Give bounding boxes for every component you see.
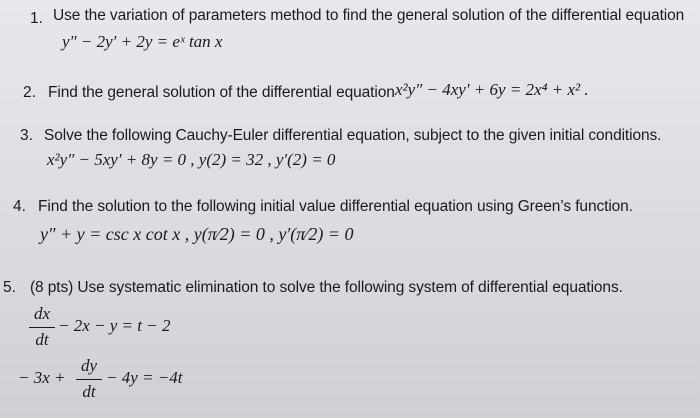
problem-text: (8 pts) Use systematic elimination to solve the following system of differential equations. xyxy=(30,279,623,296)
equation-remainder: − 2x − y = t − 2 xyxy=(58,316,171,335)
problem-equation: y″ − 2y′ + 2y = eˣ tan x xyxy=(62,32,223,51)
equation-lead: − 3x + xyxy=(18,368,66,387)
equation-remainder: − 4y = −4t xyxy=(106,368,183,387)
problem-number: 5. xyxy=(3,279,16,296)
fraction-bar xyxy=(76,379,102,380)
problem-text: Find the general solution of the differential equation xyxy=(48,84,395,101)
problem-text: Find the solution to the following initial value differential equation using Green’s function. xyxy=(38,198,633,215)
problem-number: 3. xyxy=(20,127,33,144)
fraction-denominator: dt xyxy=(35,330,49,349)
fraction-numerator: dy xyxy=(80,356,98,375)
problem-number: 1. xyxy=(30,10,43,27)
fraction-denominator: dt xyxy=(82,382,96,401)
problem-number: 2. xyxy=(23,84,36,101)
fraction-numerator: dx xyxy=(33,304,51,323)
problem-text: Use the variation of parameters method to find the general solution of the differential equation xyxy=(53,7,685,24)
problem-number: 4. xyxy=(13,198,26,215)
problem-text: Solve the following Cauchy-Euler differential equation, subject to the given initial conditions. xyxy=(44,127,662,144)
fraction-bar xyxy=(29,327,55,328)
problem-equation: y″ + y = csc x cot x , y(π⁄2) = 0 , y′(π⁄2) = 0 xyxy=(40,224,354,244)
problem-equation: x²y″ − 5xy′ + 8y = 0 , y(2) = 32 , y′(2) = 0 xyxy=(47,150,336,169)
problem-equation: x²y″ − 4xy′ + 6y = 2x⁴ + x² . xyxy=(395,80,589,99)
